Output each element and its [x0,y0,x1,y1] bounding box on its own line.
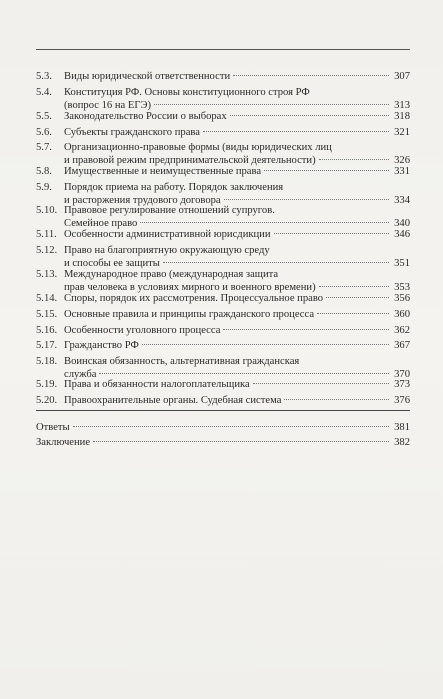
page-number: 334 [394,195,410,206]
section-number: 5.13. [36,269,58,280]
toc-entry [0,86,443,112]
back-matter-title: Ответы [36,422,70,433]
dot-leader [93,441,389,442]
page-number: 351 [394,258,410,269]
section-number: 5.16. [36,325,58,336]
section-title-last-line [64,339,410,352]
section-number: 5.3. [36,71,52,82]
dot-leader [319,286,389,287]
dot-leader [317,313,389,314]
toc-entry [0,394,443,407]
back-matter-line [36,436,410,449]
page-number: 382 [394,437,410,448]
section-number: 5.4. [36,87,52,98]
dot-leader [230,115,389,116]
section-title-line: Особенности уголовного процесса [64,325,221,336]
dot-leader [154,104,389,105]
section-title-line: Правовое регулирование отношений супругов. [64,205,275,216]
dot-leader [163,262,389,263]
section-title-last-line [64,110,410,123]
section-title-line: (вопрос 16 на ЕГЭ) [64,100,152,111]
page-number: 331 [394,166,410,177]
dot-leader [274,233,389,234]
dot-leader [140,222,389,223]
page-number: 356 [394,293,410,304]
toc-entry [0,141,443,167]
section-title-line: Международное право (международная защита [64,269,279,280]
section-number: 5.14. [36,293,58,304]
section-title-line: Права и обязанности налогоплательщика [64,379,250,390]
toc-entry [0,70,443,83]
toc-entry [0,378,443,391]
section-title-line: прав человека в условиях мирного и военного времени) [64,282,316,293]
section-title-line: служба [64,369,97,380]
dot-leader [142,344,389,345]
back-matter-line [36,421,410,434]
section-divider [36,410,410,411]
toc-entry [0,165,443,178]
back-matter-title: Заключение [36,437,91,448]
page-number: 353 [394,282,410,293]
toc-entry [0,110,443,123]
page-number: 326 [394,155,410,166]
section-title-last-line [64,308,410,321]
section-number: 5.19. [36,379,58,390]
section-title-last-line [64,126,410,139]
dot-leader [99,373,389,374]
section-number: 5.11. [36,229,57,240]
page-number: 360 [394,309,410,320]
page-number: 313 [394,100,410,111]
section-title-last-line [64,394,410,407]
section-number: 5.12. [36,245,58,256]
section-title-line: Организационно-правовые формы (виды юридических лиц [64,142,332,153]
back-matter-entry [0,421,443,434]
section-title-line: Семейное право [64,218,138,229]
page-number: 373 [394,379,410,390]
section-number: 5.6. [36,127,52,138]
toc-entry [0,228,443,241]
dot-leader [73,426,389,427]
section-title-line: Гражданство РФ [64,340,139,351]
section-title-last-line [64,292,410,305]
section-title-line: Конституция РФ. Основы конституционного строя РФ [64,87,310,98]
section-title-line: Виды юридической ответственности [64,71,231,82]
toc-entry [0,324,443,337]
dot-leader [253,383,389,384]
section-title-line: Субъекты гражданского права [64,127,200,138]
section-number: 5.10. [36,205,58,216]
page-number: 318 [394,111,410,122]
section-title-line: Основные правила и принципы гражданского процесса [64,309,315,320]
section-title-line: и правовой режим предпринимательской деятельности) [64,155,316,166]
page-number: 307 [394,71,410,82]
section-title-line: Законодательство России о выборах [64,111,227,122]
section-number: 5.17. [36,340,58,351]
section-title-line: Порядок приема на работу. Порядок заключения [64,182,284,193]
dot-leader [223,329,389,330]
toc-entry [0,244,443,270]
section-title-last-line [64,165,410,178]
toc-entry [0,308,443,321]
page-number: 381 [394,422,410,433]
page-number: 362 [394,325,410,336]
dot-leader [319,159,389,160]
section-title-line: Особенности административной юрисдикции [64,229,271,240]
dot-leader [224,199,389,200]
section-number: 5.18. [36,356,58,367]
top-rule [36,49,410,50]
toc-entry [0,268,443,294]
section-number: 5.8. [36,166,52,177]
section-number: 5.15. [36,309,58,320]
dot-leader [233,75,389,76]
page-number: 370 [394,369,410,380]
dot-leader [264,170,389,171]
section-title-line: Правоохранительные органы. Судебная система [64,395,282,406]
section-title-line: Споры, порядок их рассмотрения. Процессуальное право [64,293,324,304]
toc-entry [0,126,443,139]
section-title-line: Право на благоприятную окружающую среду [64,245,270,256]
section-title-last-line [64,70,410,83]
section-title-line: Воинская обязанность, альтернативная гражданская [64,356,300,367]
dot-leader [203,131,389,132]
section-title-line: и способы ее защиты [64,258,160,269]
dot-leader [326,297,389,298]
section-title-last-line [64,378,410,391]
page-number: 346 [394,229,410,240]
section-title-line: и расторжения трудового договора [64,195,221,206]
section-number: 5.5. [36,111,52,122]
section-title-last-line [64,324,410,337]
toc-entry [0,204,443,230]
section-number: 5.7. [36,142,52,153]
section-number: 5.20. [36,395,58,406]
back-matter-entry [0,436,443,449]
section-number: 5.9. [36,182,52,193]
page-number: 367 [394,340,410,351]
dot-leader [284,399,389,400]
toc-entry [0,292,443,305]
toc-entry [0,339,443,352]
page-number: 340 [394,218,410,229]
page-number: 321 [394,127,410,138]
section-title-line: Имущественные и неимущественные права [64,166,262,177]
page-number: 376 [394,395,410,406]
section-title-last-line [64,228,410,241]
